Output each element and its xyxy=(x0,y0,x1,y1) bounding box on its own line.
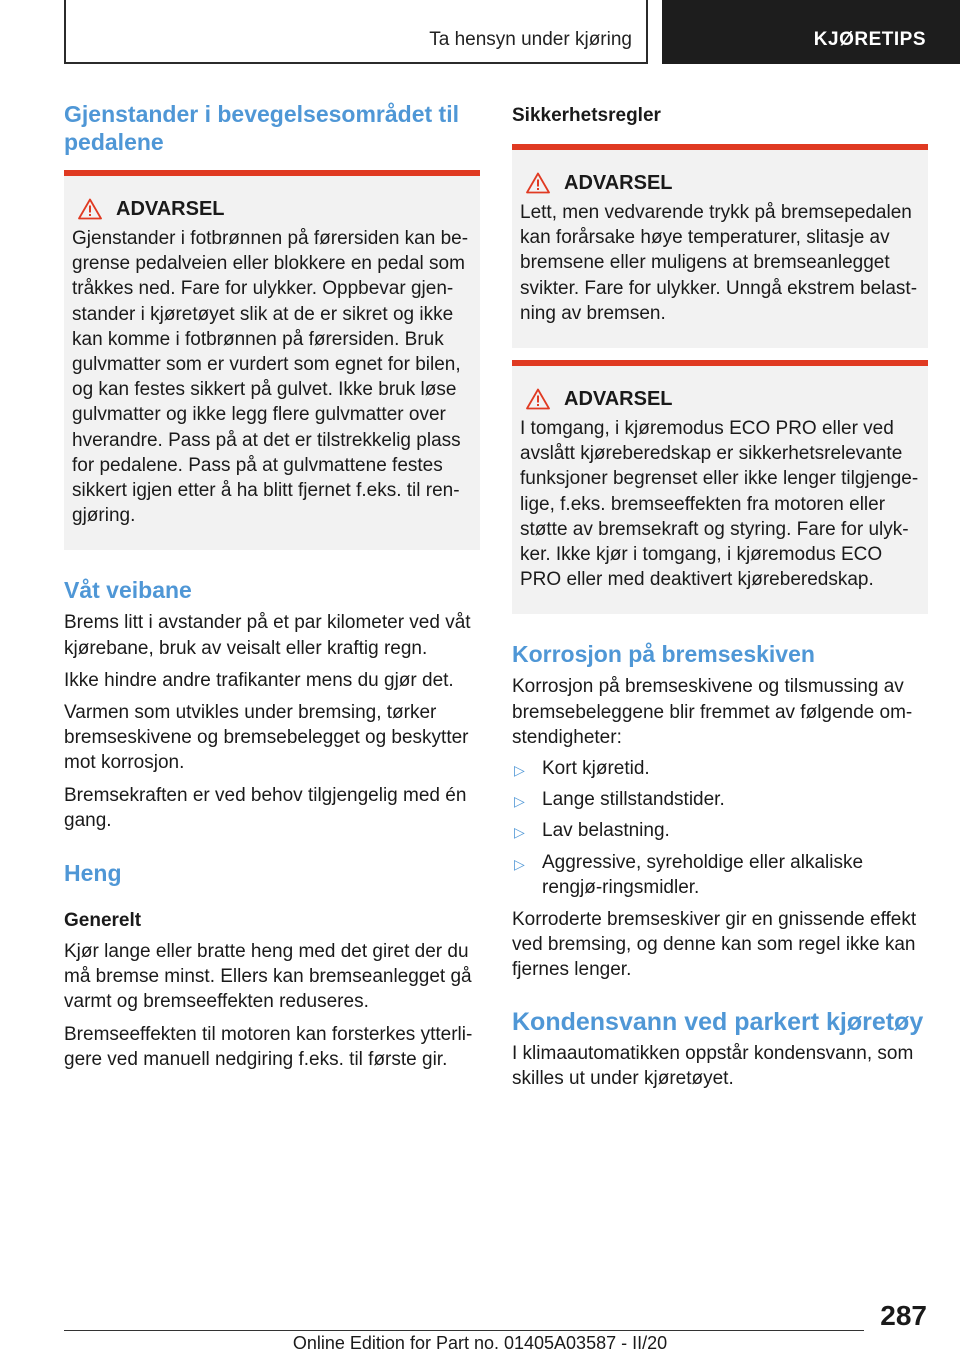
warning-text: Lett, men vedvarende trykk på bremsepedalen kan forårsake høye temperaturer, slitasje av bremsene eller muligens at bremseanlegget svikter. Fare for ulykker. Unngå ekstrem belast-ning av bremsen. xyxy=(520,202,918,324)
header-chapter-tab xyxy=(662,0,960,64)
list-item: ▷ Lav belastning. xyxy=(512,818,928,843)
warning-triangle-icon xyxy=(526,388,550,410)
warning-box-brake-pressure xyxy=(512,144,928,348)
warning-text: Gjenstander i fotbrønnen på førersiden kan be-grense pedalveien eller blokkere en pedal som tråkkes ned. Fare for ulykker. Oppbevar gjen-stander i kjøretøyet slik at de er sikret og ikke kan komme i fotbrønnen på førersiden. Bruk gulvmatter som er vurdert som egnet for bilen, og kan festes sikkert på gulvet. Ikke bruk løse gulvmatter og ikke legg flere gulvmatter over hverandre. Pass på at det er tilstrekkelig plass for pedalene. Pass på at gulvmattene festes sikkert igjen etter å ha blitt fjernet f.eks. til ren-gjøring. xyxy=(72,228,469,527)
warning-triangle-icon xyxy=(78,198,102,220)
warning-text: I tomgang, i kjøremodus ECO PRO eller ved avslått kjøreberedskap er sikkerhetsrelevante funksjoner begrenset eller ikke lenger tilgjenge-lige, f.eks. bremseeffekten fra motoren eller støtte av bremsekraft og styring. Fare for ulyk-ker. Ikke kjør i tomgang, i kjøremodus ECO PRO eller med deaktivert kjøreberedskap. xyxy=(520,418,919,591)
right-column xyxy=(512,100,928,1091)
bullet-triangle-icon: ▷ xyxy=(514,824,525,841)
heading-slopes: Heng xyxy=(64,860,122,887)
bullet-triangle-icon: ▷ xyxy=(514,793,525,810)
list-item: ▷ Lange stillstandstider. xyxy=(512,787,928,812)
paragraph: I klimaautomatikken oppstår kondensvann, som skilles ut under kjøretøyet. xyxy=(512,1042,914,1089)
footer-divider xyxy=(64,1330,864,1331)
header-section-tab xyxy=(64,0,648,64)
paragraph: Bremsekraften er ved behov tilgjengelig med én gang. xyxy=(64,784,467,831)
warning-title xyxy=(520,386,920,412)
paragraph: Varmen som utvikles under bremsing, tørker bremseskivene og bremsebelegget og beskytter mot korrosjon. xyxy=(64,702,469,774)
bullet-triangle-icon: ▷ xyxy=(514,762,525,779)
warning-label: ADVARSEL xyxy=(116,198,225,220)
warning-title xyxy=(520,170,920,196)
warning-box-idle-mode xyxy=(512,360,928,614)
heading-pedal-area: Gjenstander i bevegelsesområdet til pedalene xyxy=(64,101,459,155)
circumstances-list xyxy=(512,756,928,900)
paragraph: Kjør lange eller bratte heng med det giret der du må bremse minst. Ellers kan bremseanlegget gå varmt og bremseeffekten reduseres. xyxy=(64,941,472,1013)
list-item: ▷ Aggressive, syreholdige eller alkaliske rengjø-ringsmidler. xyxy=(514,851,864,898)
header-section-title: Ta hensyn under kjøring xyxy=(429,29,632,50)
bullet-triangle-icon: ▷ xyxy=(514,855,525,872)
paragraph: Brems litt i avstander på et par kilometer ved våt kjørebane, bruk av veisalt eller kraftig regn. xyxy=(64,612,471,659)
paragraph: Korrosjon på bremseskivene og tilsmussing av bremsebeleggene blir fremmet av følgende om-stendigheter: xyxy=(512,676,913,748)
footer-edition: Online Edition for Part no. 01405A03587 - II/20 xyxy=(292,1333,668,1353)
warning-box-pedals xyxy=(64,170,480,550)
subheading-safety-rules: Sikkerhetsregler xyxy=(512,105,661,126)
heading-brake-corrosion: Korrosjon på bremseskiven xyxy=(512,641,815,668)
warning-triangle-icon xyxy=(526,172,550,194)
warning-label: ADVARSEL xyxy=(564,172,673,194)
list-item: ▷ Kort kjøretid. xyxy=(512,756,928,781)
subheading-general: Generelt xyxy=(64,910,142,932)
left-column xyxy=(64,100,480,1072)
paragraph: Ikke hindre andre trafikanter mens du gjør det. xyxy=(64,669,454,691)
warning-label: ADVARSEL xyxy=(564,388,673,411)
paragraph: Korroderte bremseskiver gir en gnissende effekt ved bremsing, og denne kan som regel ikke kan fjernes lenger. xyxy=(512,909,917,981)
header-chapter-title: KJØRETIPS xyxy=(813,29,926,50)
heading-wet-road: Våt veibane xyxy=(64,577,192,604)
heading-condensation: Kondensvann ved parkert kjøretøy xyxy=(512,1007,924,1036)
warning-title xyxy=(72,196,472,222)
page-number: 287 xyxy=(880,1300,927,1331)
paragraph: Bremseeffekten til motoren kan forsterkes ytterli-gere ved manuell nedgiring f.eks. til første gir. xyxy=(64,1023,473,1070)
